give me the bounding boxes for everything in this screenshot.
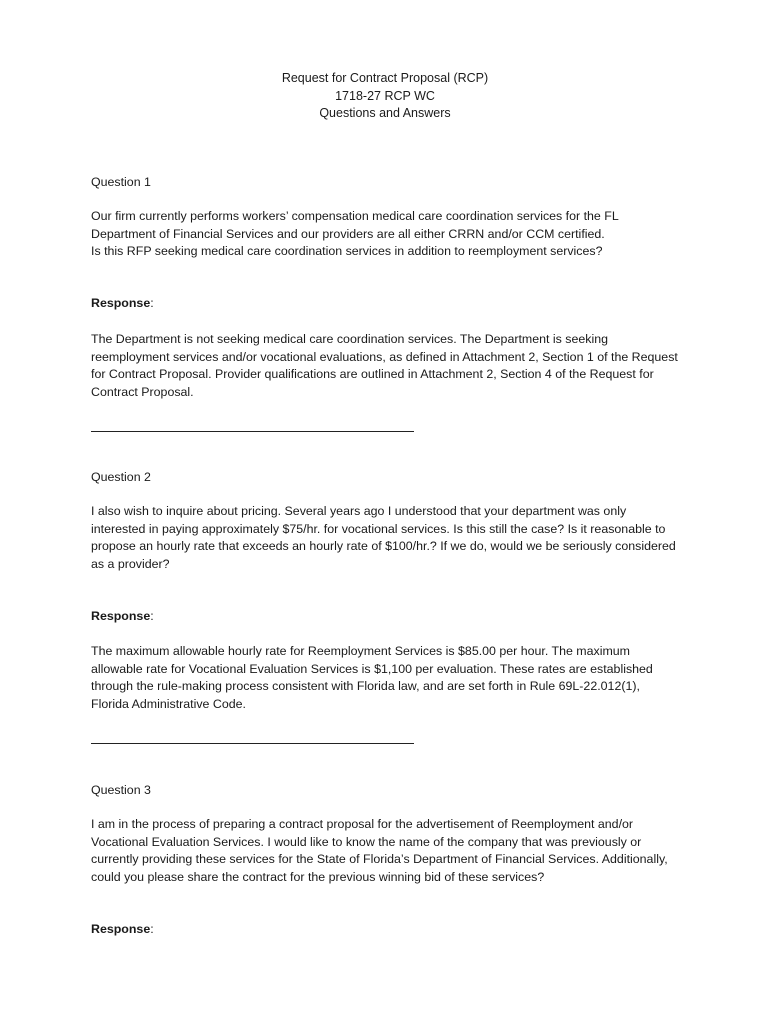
question-1-text-block	[91, 208, 681, 261]
response-2-text: The maximum allowable hourly rate for Reemployment Services is $85.00 per hour. The maximum allowable rate for Vocational Evaluation Services is $1,100 per evaluation. These rates are established through the rule-making process consistent with Florida law, and are set forth in Rule 69L-22.012(1), Florida Administrative Code.	[91, 644, 653, 711]
response-1-text-block	[91, 331, 681, 401]
question-1-text: Our firm currently performs workers’ compensation medical care coordination services for the FL Department of Financial Services and our providers are all either CRRN and/or CCM certified.	[91, 209, 619, 241]
question-3-text: I am in the process of preparing a contract proposal for the advertisement of Reemployment and/or Vocational Evaluation Services. I would like to know the name of the company that was previously or currently providing these services for the State of Florida’s Department of Financial Services. Additionally, could you please share the contract for the previous winning bid of these services?	[91, 817, 668, 884]
response-2-label-block	[91, 608, 681, 626]
response-3-label	[91, 921, 681, 939]
response-3-label-block	[91, 921, 681, 939]
question-3-text-block	[91, 816, 681, 886]
response-2-label-colon: :	[150, 609, 154, 623]
response-1-label	[91, 295, 681, 313]
separator-2	[91, 743, 414, 744]
response-3-label-bold: Response	[91, 922, 151, 936]
response-3-label-colon: :	[150, 922, 154, 936]
response-2-label	[91, 608, 681, 626]
question-2-text: I also wish to inquire about pricing. Several years ago I understood that your department was only interested in paying approximately $75/hr. for vocational services. Is this still the case? Is it reasonable to propose an hourly rate that exceeds an hourly rate of $100/hr.? If we do, would we be seriously considered as a provider?	[91, 504, 676, 571]
header-rcp-number: 1718-27 RCP WC	[335, 88, 435, 103]
response-1-text: The Department is not seeking medical care coordination services. The Department is seeking reemployment services and/or vocational evaluations, as defined in Attachment 2, Section 1 of the Request for Contract Proposal. Provider qualifications are outlined in Attachment 2, Section 4 of the Request for Contract Proposal.	[91, 332, 678, 399]
question-1-text-2: Is this RFP seeking medical care coordination services in addition to reemployment services?	[91, 244, 603, 259]
response-2-label-bold: Response	[91, 609, 151, 623]
response-1-label-bold: Response	[91, 296, 151, 310]
question-1-label: Question 1	[91, 175, 151, 189]
response-2-text-block	[91, 643, 681, 713]
question-2-label: Question 2	[91, 470, 151, 484]
separator-1	[91, 431, 414, 432]
response-1-label-colon: :	[150, 296, 154, 310]
header-subtitle: Questions and Answers	[319, 106, 451, 120]
question-2-text-block	[91, 503, 681, 573]
question-3-label: Question 3	[91, 783, 151, 797]
question-1-label-block	[91, 174, 681, 192]
header-title: Request for Contract Proposal (RCP)	[281, 71, 489, 85]
question-2-label-block	[91, 469, 681, 487]
response-1-label-block	[91, 295, 681, 313]
document-header	[0, 70, 770, 123]
question-3-label-block	[91, 782, 681, 800]
